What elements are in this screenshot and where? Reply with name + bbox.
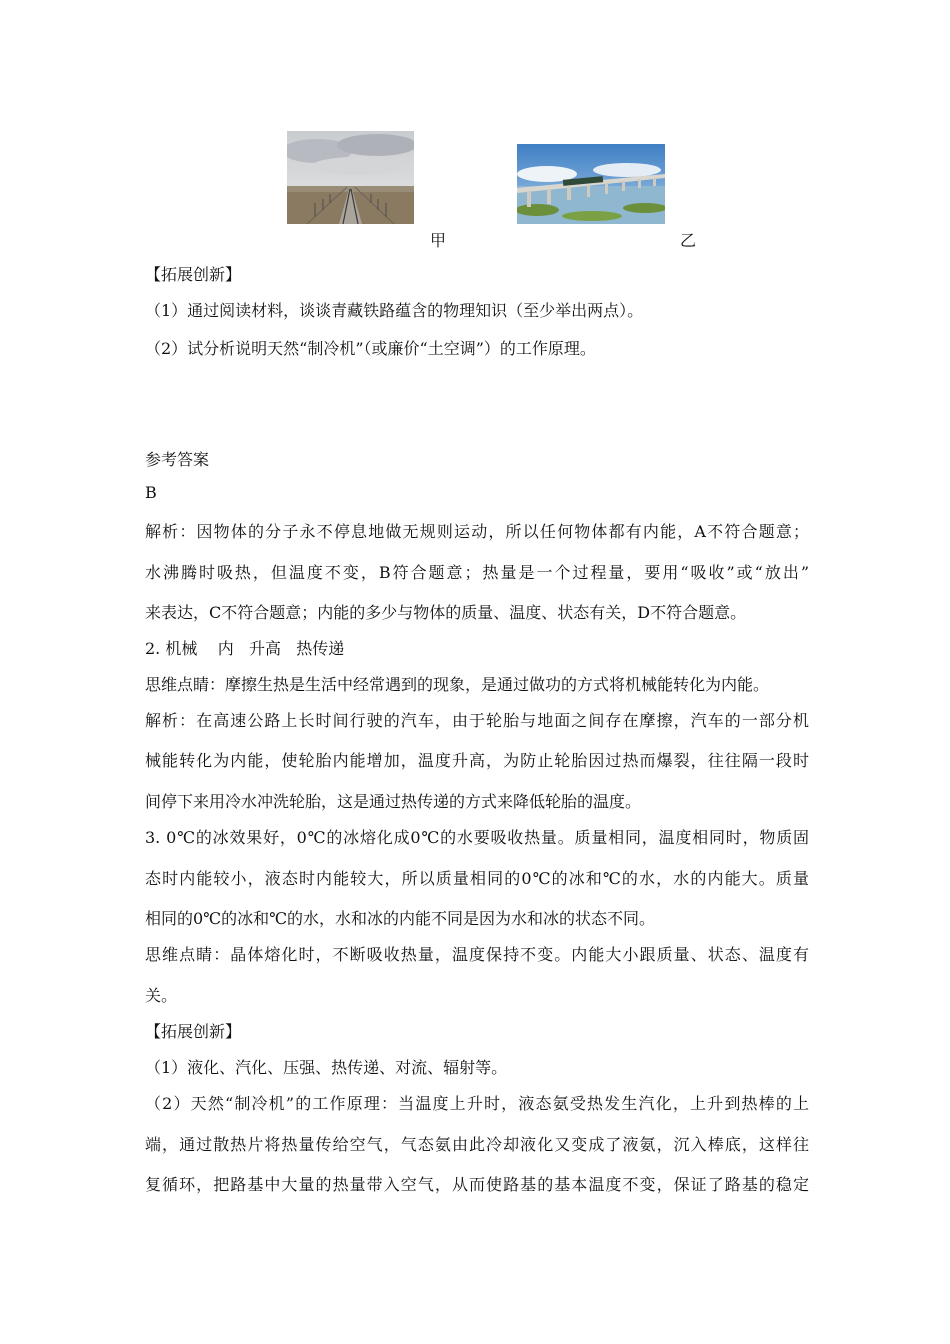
answer-2-line: 间停下来用冷水冲洗轮胎，这是通过热传递的方式来降低轮胎的温度。: [145, 792, 642, 811]
extension-answer-1: （1）液化、汽化、压强、热传递、对流、辐射等。: [145, 1058, 508, 1077]
answer-2-thinking: 思维点睛：摩擦生热是生活中经常遇到的现象，是通过做功的方式将机械能转化为内能。: [145, 675, 770, 694]
section-heading-extension-answers: 【拓展创新】: [145, 1022, 242, 1041]
figure-caption-jia: 甲: [430, 231, 447, 250]
answer-3-line: 态时内能较小，液态时内能较大，所以质量相同的0℃的冰和℃的水，水的内能大。质量: [145, 869, 809, 888]
answer-3-thinking: 思维点睛：晶体熔化时，不断吸收热量，温度保持不变。内能大小跟质量、状态、温度有: [145, 945, 809, 964]
question-1: （1）通过阅读材料，谈谈青藏铁路蕴含的物理知识（至少举出两点）。: [145, 301, 644, 320]
answer-1-line: 解析：因物体的分子永不停息地做无规则运动，所以任何物体都有内能，A不符合题意；: [145, 522, 809, 541]
extension-answer-2-line: 端，通过散热片将热量传给空气，气态氨由此冷却液化又变成了液氨，沉入棒底，这样往: [145, 1135, 809, 1154]
extension-answer-2-line: （2）天然“制冷机”的工作原理：当温度上升时，液态氨受热发生汽化，上升到热棒的上: [145, 1094, 809, 1113]
railway-bridge-photo: [517, 144, 665, 224]
answer-2-line: 2. 机械 内 升高 热传递: [145, 639, 345, 658]
answer-3-line: 3. 0℃的冰效果好，0℃的冰熔化成0℃的水要吸收热量。质量相同，温度相同时，物质固: [145, 828, 809, 847]
answer-1-line: 来表达，C不符合题意；内能的多少与物体的质量、温度、状态有关，D不符合题意。: [145, 603, 747, 622]
question-2: （2）试分析说明天然“制冷机”（或廉价“土空调”）的工作原理。: [145, 339, 596, 358]
answer-2-line: 解析：在高速公路上长时间行驶的汽车，由于轮胎与地面之间存在摩擦，汽车的一部分机: [145, 711, 809, 730]
extension-answer-2-line: 复循环，把路基中大量的热量带入空气，从而使路基的基本温度不变，保证了路基的稳定: [145, 1175, 809, 1194]
answer-2-line: 械能转化为内能，使轮胎内能增加，温度升高，为防止轮胎因过热而爆裂，往往隔一段时: [145, 751, 809, 770]
figure-caption-yi: 乙: [680, 231, 697, 250]
answers-title: 参考答案: [145, 450, 210, 469]
section-heading-extension: 【拓展创新】: [145, 265, 242, 284]
answer-3-thinking: 关。: [145, 986, 178, 1005]
railway-track-photo: [287, 131, 414, 224]
answer-1-letter: B: [145, 483, 157, 502]
answer-3-line: 相同的0℃的冰和℃的水，水和冰的内能不同是因为水和冰的状态不同。: [145, 909, 655, 928]
answer-1-line: 水沸腾时吸热，但温度不变，B符合题意；热量是一个过程量，要用“吸收”或“放出”: [145, 563, 809, 582]
